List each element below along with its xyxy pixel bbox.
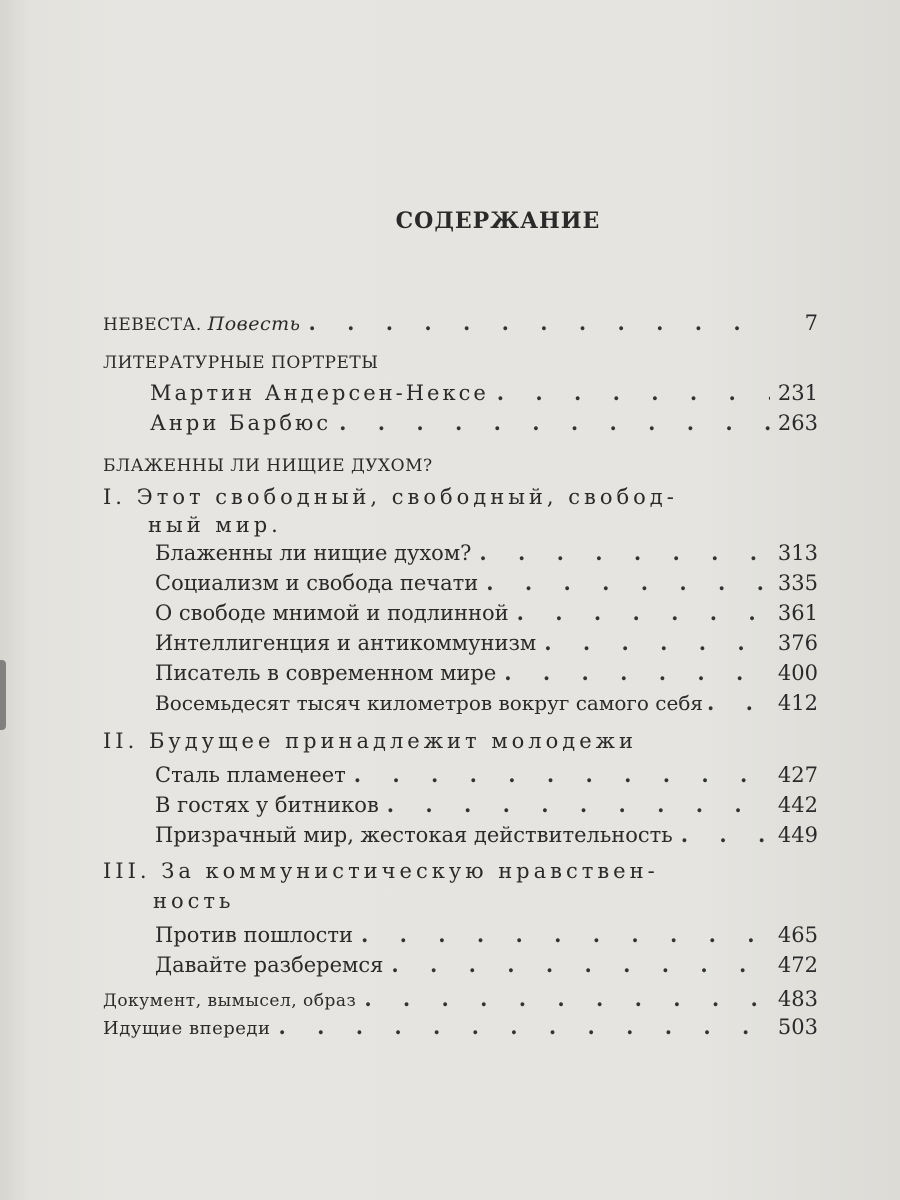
toc-entry [155,630,818,656]
toc-entry [155,762,818,788]
toc-page-number: 231 [777,381,818,405]
page-title: СОДЕРЖАНИЕ [395,208,601,234]
subsection-heading-2: II. Будущее принадлежит молодежи [103,729,637,753]
toc-page-number: 427 [777,763,818,787]
toc-entry [155,922,818,948]
toc-entry-label: Мартин Андерсен-Нексе [150,381,489,405]
toc-entry-label: Документ, вымысел, образ [103,991,357,1011]
leader-dots [387,792,770,818]
toc-page-number: 483 [777,987,818,1011]
leader-dots [486,570,770,596]
toc-entry-label: Социализм и свобода печати [155,571,479,595]
toc-entry [155,600,818,626]
leader-dots [479,540,769,566]
toc-entry [155,660,818,686]
leader-dots [361,922,770,948]
toc-entry-iduschie [103,1014,818,1042]
toc-page-number: 465 [777,923,818,947]
toc-entry-label: Анри Барбюс [150,411,332,435]
leader-dots [504,660,770,686]
leader-dots [364,986,770,1012]
subsection-heading-3: III. За коммунистическую нравствен- [103,859,659,883]
leader-dots [279,1014,770,1040]
toc-entry [155,540,818,566]
toc-entry-label: Призрачный мир, жестокая действительность [155,823,673,847]
toc-entry-label: О свободе мнимой и подлинной [155,601,509,625]
subsection-heading-1: I. Этот свободный, свободный, свобод- [103,485,678,509]
toc-entry-nevesta [103,310,818,338]
leader-dots [681,822,770,848]
section-heading-blazhenny: БЛАЖЕННЫ ЛИ НИЩИЕ ДУХОМ? [103,456,433,476]
toc-entry-label: В гостях у битников [155,793,379,817]
toc-entry [155,690,818,716]
toc-entry-label: Писатель в современном мире [155,661,497,685]
toc-entry-dokument [103,986,818,1014]
toc-entry [155,952,818,978]
toc-page-number: 335 [777,571,818,595]
toc-page-number: 442 [777,793,818,817]
toc-entry-label: Восемьдесят тысяч километров вокруг самого себя [155,691,703,715]
toc-entry-label: Сталь пламенеет [155,763,346,787]
toc-page-number: 449 [777,823,818,847]
toc-page-number: 376 [777,631,818,655]
toc-page-number: 503 [777,1015,818,1039]
leader-dots [707,690,774,716]
toc-entry-label: Блаженны ли нищие духом? [155,541,472,565]
toc-page-number: 400 [777,661,818,685]
toc-entry-nekse [150,380,818,406]
leader-dots [391,952,770,978]
toc-page-number: 412 [777,691,818,715]
leader-dots [497,380,770,406]
toc-entry-label: Против пошлости [155,923,354,947]
toc-page-number: 263 [777,411,818,435]
toc-entry-label: Давайте разберемся [155,953,384,977]
toc-page-number: 7 [804,311,818,335]
binding-shadow [0,660,6,730]
toc-entry-barbus [150,410,818,436]
toc-page-number: 313 [777,541,818,565]
subsection-heading-1-cont: ный мир. [148,513,282,537]
leader-dots [354,762,770,788]
leader-dots [544,630,770,656]
toc-entry [155,792,818,818]
toc-entry-label: Идущие впереди [103,1018,271,1039]
toc-entry-label: НЕВЕСТА. Повесть [103,313,301,335]
leader-dots [339,410,770,436]
leader-dots [309,310,771,336]
toc-page-number: 472 [777,953,818,977]
subsection-heading-3-cont: ность [153,889,235,913]
toc-entry-label: Интеллигенция и антикоммунизм [155,631,537,655]
toc-page-number: 361 [777,601,818,625]
section-heading-lit-portrety: ЛИТЕРАТУРНЫЕ ПОРТРЕТЫ [103,353,379,373]
leader-dots [517,600,770,626]
toc-entry [155,570,818,596]
toc-entry [155,822,818,848]
